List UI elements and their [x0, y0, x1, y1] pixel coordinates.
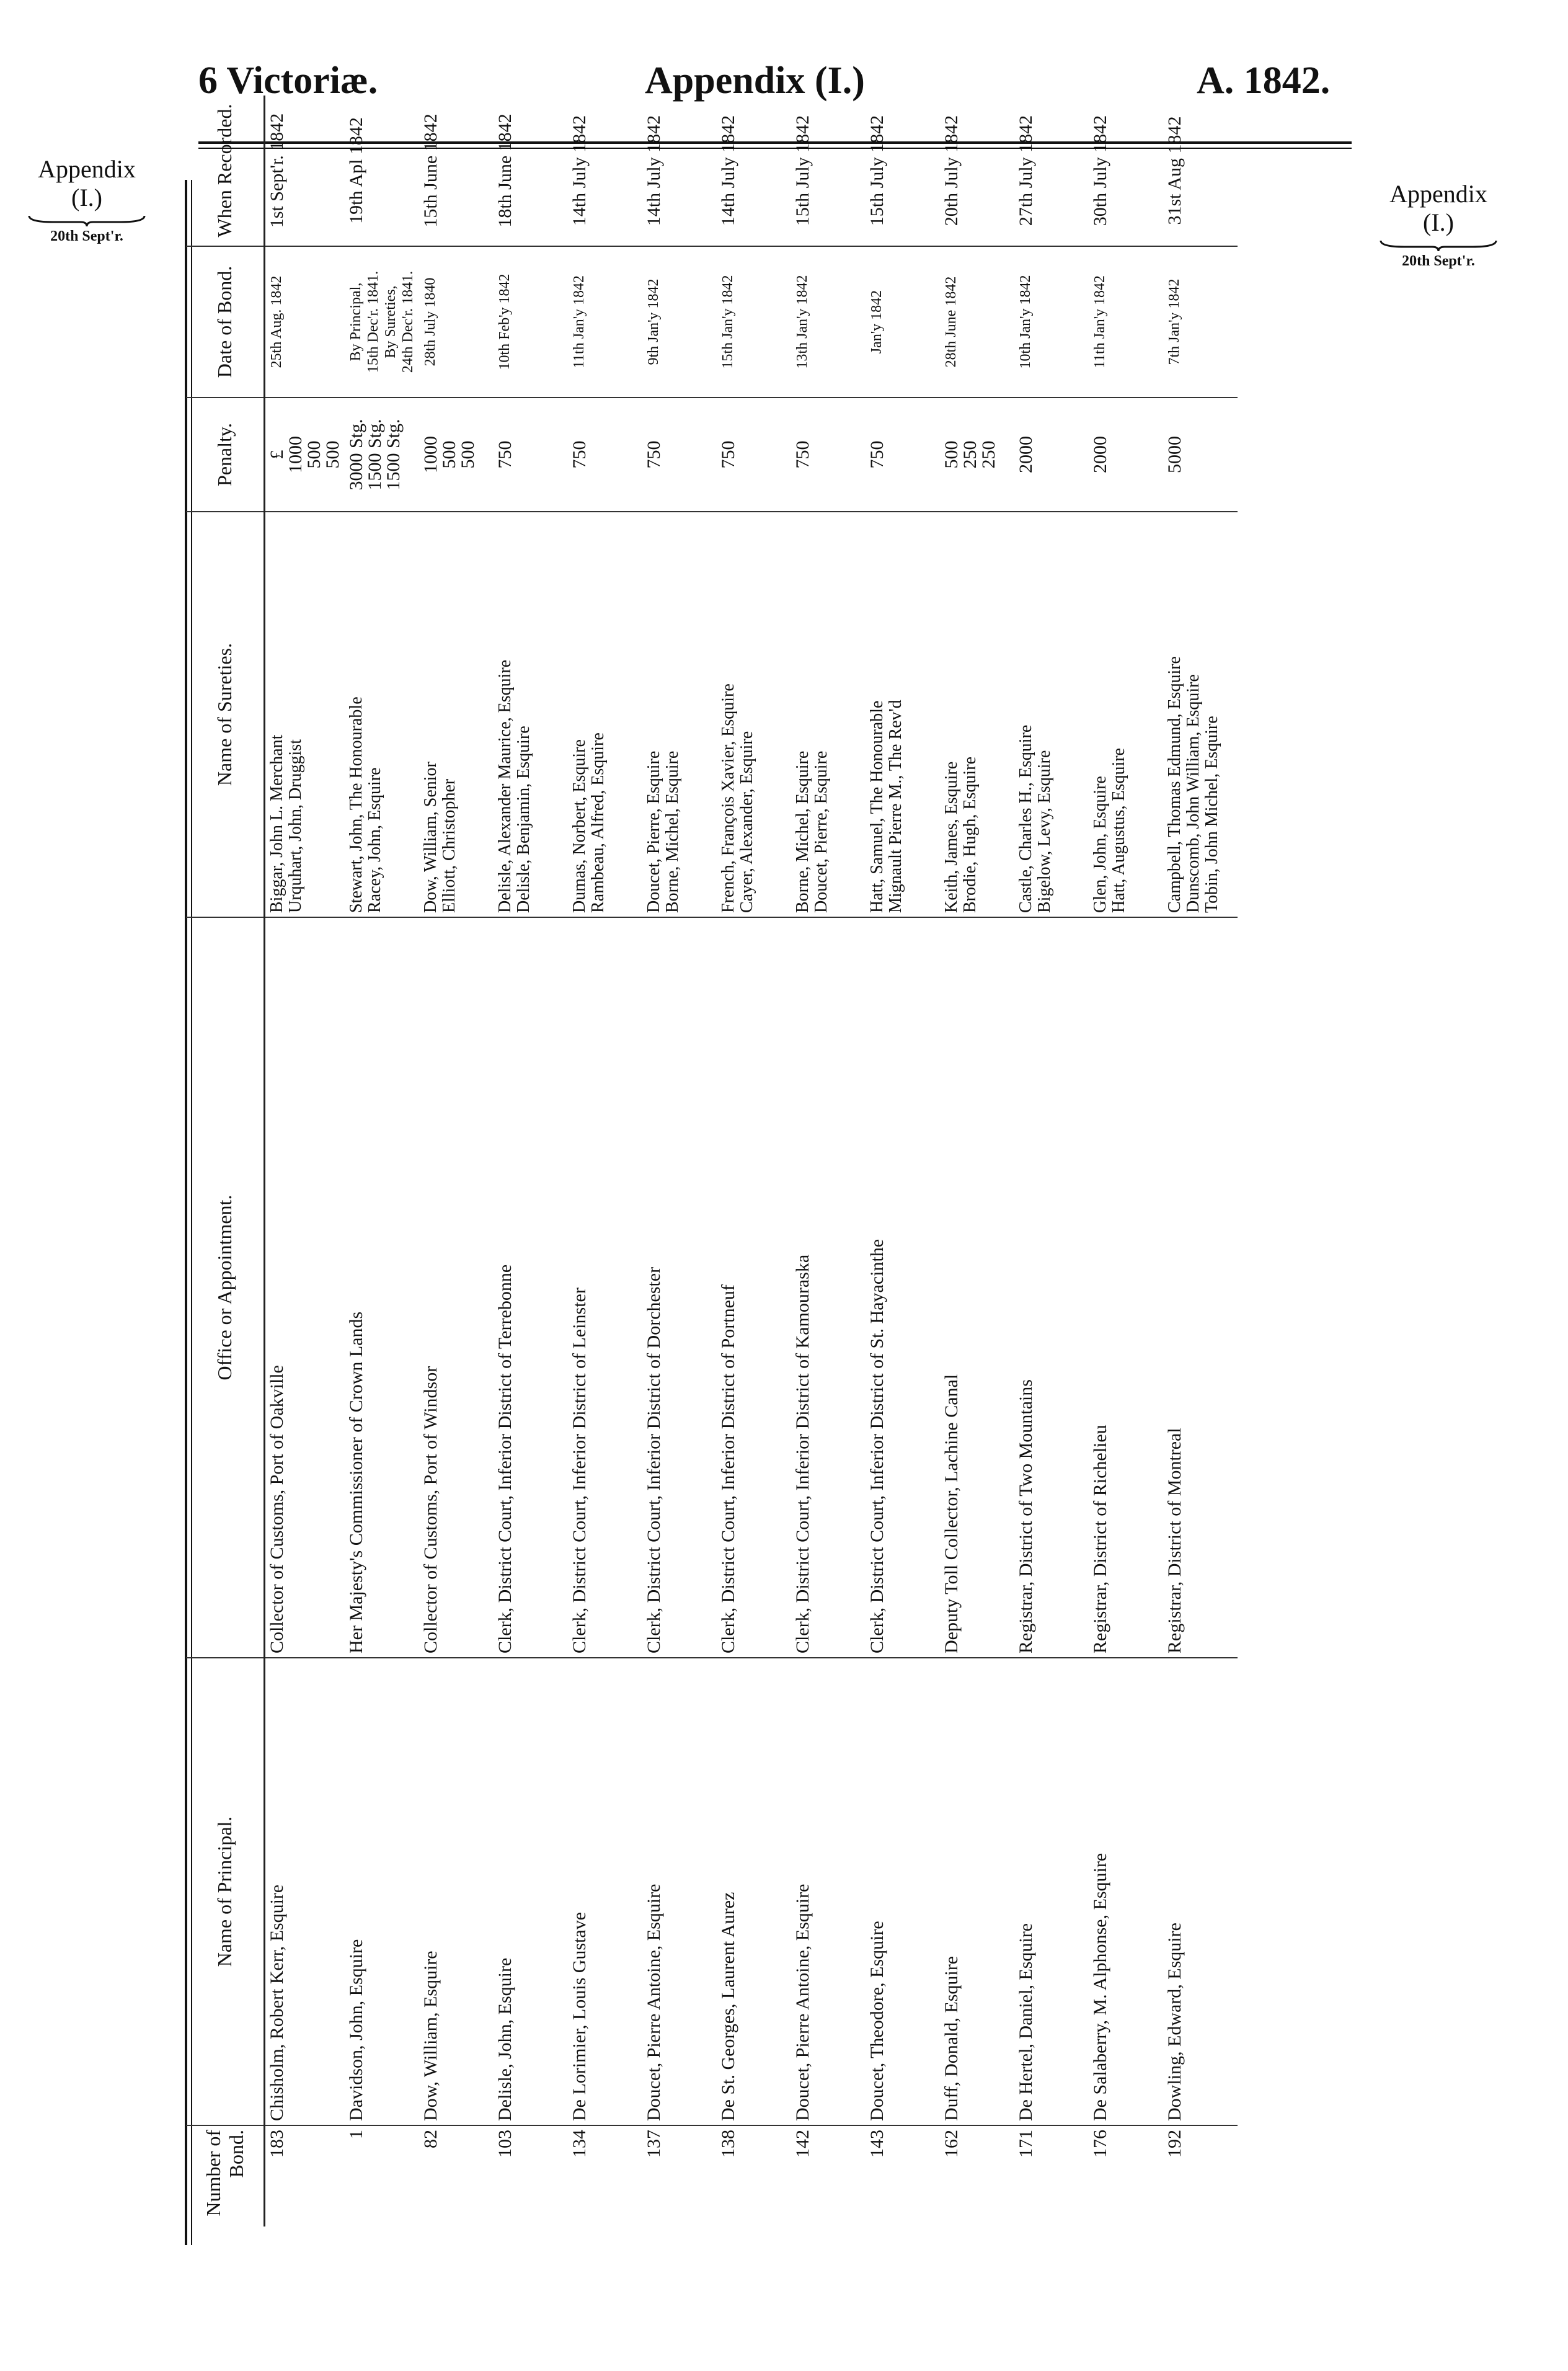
table-row: [345, 96, 419, 2226]
penalty-cell: [866, 398, 940, 512]
penalty-amount: 750: [569, 440, 590, 469]
penalty-cell: [642, 398, 717, 512]
surety-name: Dunscomb, John William, Esquire: [1184, 674, 1203, 913]
table-row: [717, 96, 791, 2226]
penalty-cell: [1089, 398, 1163, 512]
col-header-date: Date of Bond.: [186, 246, 265, 398]
sureties-cell: [642, 512, 717, 917]
surety-name: Hatt, Augustus, Esquire: [1109, 748, 1128, 913]
col-header-penalty: Penalty.: [186, 398, 265, 512]
penalty-amount: 1500 Stg.: [383, 419, 404, 491]
sureties-cell: [345, 512, 419, 917]
recorded-date: 14th July 1842: [717, 96, 791, 246]
surety-name: Elliott, Christopher: [440, 778, 459, 913]
penalty-amount: 500: [458, 440, 478, 469]
sureties-cell: [791, 512, 866, 917]
office-appointment: Her Majesty's Commissioner of Crown Lands: [345, 917, 419, 1658]
penalty-cell: [419, 398, 494, 512]
office-appointment: Collector of Customs, Port of Oakville: [265, 917, 345, 1658]
recorded-date: 15th July 1842: [866, 96, 940, 246]
bond-number: 82: [420, 2130, 441, 2148]
table-row: [791, 96, 866, 2226]
date-cell: [1014, 246, 1089, 398]
margin-left-title: Appendix: [38, 155, 136, 183]
surety-name: Mignault Pierre M., The Rev'd: [886, 700, 905, 913]
office-appointment: Clerk, District Court, Inferior District of Kamouraska: [791, 917, 866, 1658]
margin-right-date: 20th Sept'r.: [1402, 253, 1475, 269]
surety-name: Castle, Charles H., Esquire: [1016, 724, 1035, 913]
penalty-amount: 500: [439, 440, 459, 469]
bond-number: 171: [1016, 2130, 1036, 2158]
surety-name: Racey, John, Esquire: [365, 767, 384, 913]
table-row: [642, 96, 717, 2226]
sureties-cell: [265, 512, 345, 917]
bond-date: By Principal,: [348, 282, 364, 362]
surety-name: Glen, John, Esquire: [1091, 776, 1110, 913]
surety-name: French, François Xavier, Esquire: [719, 683, 738, 913]
office-appointment: Clerk, District Court, Inferior District of Portneuf: [717, 917, 791, 1658]
table-row: [494, 96, 568, 2226]
margin-left-date: 20th Sept'r.: [50, 228, 123, 244]
date-cell: [717, 246, 791, 398]
table-row: [1014, 96, 1089, 2226]
principal-name: De Lorimier, Louis Gustave: [568, 1658, 642, 2125]
bond-date: 24th Dec'r. 1841.: [400, 270, 416, 373]
bond-date: 10th Jan'y 1842: [1017, 275, 1034, 369]
date-cell: [494, 246, 568, 398]
recorded-date: 18th June 1842: [494, 96, 568, 246]
principal-name: Delisle, John, Esquire: [494, 1658, 568, 2125]
office-appointment: Clerk, District Court, Inferior District of St. Hayacinthe: [866, 917, 940, 1658]
bond-number: 183: [267, 2130, 287, 2158]
bond-number: 138: [718, 2130, 738, 2158]
penalty-amount: 1000: [285, 436, 306, 473]
surety-name: Stewart, John, The Honourable: [347, 696, 366, 913]
penalty-cell: [1163, 398, 1238, 512]
date-cell: [940, 246, 1014, 398]
bond-number: 1: [346, 2130, 366, 2139]
recorded-date: 15th June 1842: [419, 96, 494, 246]
principal-name: Doucet, Pierre Antoine, Esquire: [791, 1658, 866, 2125]
date-cell: [642, 246, 717, 398]
sureties-cell: [1163, 512, 1238, 917]
penalty-cell: [265, 398, 345, 512]
table-row: [419, 96, 494, 2226]
surety-name: Rambeau, Alfred, Esquire: [588, 732, 608, 913]
surety-name: Biggar, John L. Merchant: [267, 734, 286, 913]
header-right: A. 1842.: [1197, 60, 1331, 102]
penalty-amount: 5000: [1164, 436, 1185, 473]
surety-name: Urquhart, John, Druggist: [286, 739, 305, 913]
surety-name: Dow, William, Senior: [421, 762, 440, 913]
bond-date: 11th Jan'y 1842: [1092, 275, 1108, 369]
bond-number: 142: [792, 2130, 813, 2158]
office-appointment: Clerk, District Court, Inferior District of Leinster: [568, 917, 642, 1658]
date-cell: [791, 246, 866, 398]
bond-number: 192: [1164, 2130, 1185, 2158]
date-cell: [419, 246, 494, 398]
recorded-date: 14th July 1842: [568, 96, 642, 246]
bond-date: 10th Feb'y 1842: [497, 274, 513, 370]
sureties-cell: [494, 512, 568, 917]
penalty-cell: [791, 398, 866, 512]
principal-name: De Salaberry, M. Alphonse, Esquire: [1089, 1658, 1163, 2125]
sureties-cell: [1089, 512, 1163, 917]
principal-name: Chisholm, Robert Kerr, Esquire: [265, 1658, 345, 2125]
surety-name: Doucet, Pierre, Esquire: [644, 750, 663, 913]
bond-date: 11th Jan'y 1842: [571, 275, 587, 369]
table-row: [568, 96, 642, 2226]
office-appointment: Registrar, District of Montreal: [1163, 917, 1238, 1658]
sureties-cell: [940, 512, 1014, 917]
penalty-amount: £: [267, 450, 287, 460]
sureties-cell: [1014, 512, 1089, 917]
office-appointment: Collector of Customs, Port of Windsor: [419, 917, 494, 1658]
bond-date: 28th July 1840: [422, 277, 438, 367]
principal-name: Davidson, John, Esquire: [345, 1658, 419, 2125]
bond-number: 143: [867, 2130, 887, 2158]
penalty-amount: 750: [792, 440, 813, 469]
recorded-date: 1st Sept'r. 1842: [265, 96, 345, 246]
col-header-office: Office or Appointment.: [186, 917, 265, 1658]
table-row: [940, 96, 1014, 2226]
principal-name: Doucet, Theodore, Esquire: [866, 1658, 940, 2125]
table-row: [265, 96, 345, 2226]
bond-date: 28th June 1842: [943, 276, 959, 368]
margin-left-number: (I.): [71, 184, 102, 211]
bond-date: By Sureties,: [383, 285, 399, 358]
sureties-cell: [866, 512, 940, 917]
sureties-cell: [419, 512, 494, 917]
penalty-amount: 1000: [420, 436, 441, 473]
surety-name: Borne, Michel, Esquire: [663, 750, 682, 913]
bond-table: [186, 96, 1238, 2226]
margin-note-right: [1364, 180, 1513, 270]
penalty-cell: [1014, 398, 1089, 512]
bond-number: 137: [644, 2130, 664, 2158]
surety-name: Keith, James, Esquire: [942, 761, 961, 913]
principal-name: Doucet, Pierre Antoine, Esquire: [642, 1658, 717, 2125]
surety-name: Brodie, Hugh, Esquire: [960, 757, 980, 913]
date-cell: [568, 246, 642, 398]
table-row: [1163, 96, 1238, 2226]
surety-name: Cayer, Alexander, Esquire: [737, 731, 756, 913]
surety-name: Campbell, Thomas Edmund, Esquire: [1165, 656, 1184, 913]
bond-date: 13th Jan'y 1842: [794, 275, 810, 369]
surety-name: Delisle, Benjamin, Esquire: [514, 726, 533, 913]
penalty-amount: 750: [644, 440, 664, 469]
penalty-cell: [494, 398, 568, 512]
bond-table-rotated: [186, 104, 1321, 2226]
date-cell: [866, 246, 940, 398]
surety-name: Doucet, Pierre, Esquire: [812, 750, 831, 913]
recorded-date: 20th July 1842: [940, 96, 1014, 246]
col-header-recorded: When Recorded.: [186, 96, 265, 246]
table-header-row: [186, 96, 265, 2226]
sureties-cell: [717, 512, 791, 917]
recorded-date: 27th July 1842: [1014, 96, 1089, 246]
bond-date: Jan'y 1842: [869, 290, 885, 354]
date-cell: [345, 246, 419, 398]
surety-name: Dumas, Norbert, Esquire: [570, 739, 589, 913]
bond-date: 15th Jan'y 1842: [720, 275, 736, 369]
date-cell: [265, 246, 345, 398]
recorded-date: 15th July 1842: [791, 96, 866, 246]
principal-name: De Hertel, Daniel, Esquire: [1014, 1658, 1089, 2125]
margin-right-brace-icon: [1380, 239, 1497, 252]
penalty-amount: 3000 Stg.: [346, 419, 366, 491]
penalty-cell: [717, 398, 791, 512]
office-appointment: Clerk, District Court, Inferior District of Dorchester: [642, 917, 717, 1658]
principal-name: De St. Georges, Laurent Aurez: [717, 1658, 791, 2125]
penalty-amount: 750: [495, 440, 515, 469]
office-appointment: Clerk, District Court, Inferior District of Terrebonne: [494, 917, 568, 1658]
recorded-date: 30th July 1842: [1089, 96, 1163, 246]
bond-number: 103: [495, 2130, 515, 2158]
penalty-cell: [940, 398, 1014, 512]
bond-number: 176: [1090, 2130, 1110, 2158]
office-appointment: Deputy Toll Collector, Lachine Canal: [940, 917, 1014, 1658]
penalty-amount: 500: [322, 440, 343, 469]
bond-date: 25th Aug. 1842: [268, 275, 285, 368]
penalty-amount: 2000: [1090, 436, 1110, 473]
recorded-date: 31st Aug 1842: [1163, 96, 1238, 246]
bond-number: 162: [941, 2130, 962, 2158]
date-cell: [1089, 246, 1163, 398]
principal-name: Dowling, Edward, Esquire: [1163, 1658, 1238, 2125]
penalty-cell: [568, 398, 642, 512]
surety-name: Hatt, Samuel, The Honourable: [867, 700, 887, 913]
penalty-amount: 250: [978, 440, 999, 469]
recorded-date: 19th Apl 1842: [345, 96, 419, 246]
col-header-number: Number of Bond.: [186, 2125, 265, 2226]
penalty-amount: 750: [718, 440, 738, 469]
surety-name: Bigelow, Levy, Esquire: [1035, 750, 1054, 913]
penalty-amount: 500: [304, 440, 324, 469]
penalty-amount: 1500 Stg.: [365, 419, 385, 491]
surety-name: Borne, Michel, Esquire: [793, 750, 812, 913]
margin-note-left: [12, 155, 161, 245]
office-appointment: Registrar, District of Richelieu: [1089, 917, 1163, 1658]
bond-date: 7th Jan'y 1842: [1166, 278, 1182, 365]
penalty-amount: 750: [867, 440, 887, 469]
surety-name: Delisle, Alexander Maurice, Esquire: [495, 659, 515, 913]
table-row: [866, 96, 940, 2226]
penalty-amount: 500: [941, 440, 962, 469]
office-appointment: Registrar, District of Two Mountains: [1014, 917, 1089, 1658]
margin-right-number: (I.): [1423, 208, 1454, 236]
surety-name: Tobin, John Michel, Esquire: [1202, 716, 1221, 913]
bond-date: 15th Dec'r. 1841.: [365, 270, 381, 373]
sureties-cell: [568, 512, 642, 917]
col-header-sureties: Name of Sureties.: [186, 512, 265, 917]
col-header-principal: Name of Principal.: [186, 1658, 265, 2125]
header-center: Appendix (I.): [645, 60, 865, 102]
margin-right-title: Appendix: [1389, 180, 1487, 208]
margin-left-brace-icon: [28, 215, 146, 227]
table-row: [1089, 96, 1163, 2226]
penalty-amount: 250: [960, 440, 980, 469]
date-cell: [1163, 246, 1238, 398]
bond-number: 134: [569, 2130, 590, 2158]
header-left: 6 Victoriæ.: [198, 60, 378, 102]
principal-name: Dow, William, Esquire: [419, 1658, 494, 2125]
principal-name: Duff, Donald, Esquire: [940, 1658, 1014, 2125]
bond-date: 9th Jan'y 1842: [645, 278, 662, 365]
penalty-amount: 2000: [1016, 436, 1036, 473]
recorded-date: 14th July 1842: [642, 96, 717, 246]
penalty-cell: [345, 398, 419, 512]
